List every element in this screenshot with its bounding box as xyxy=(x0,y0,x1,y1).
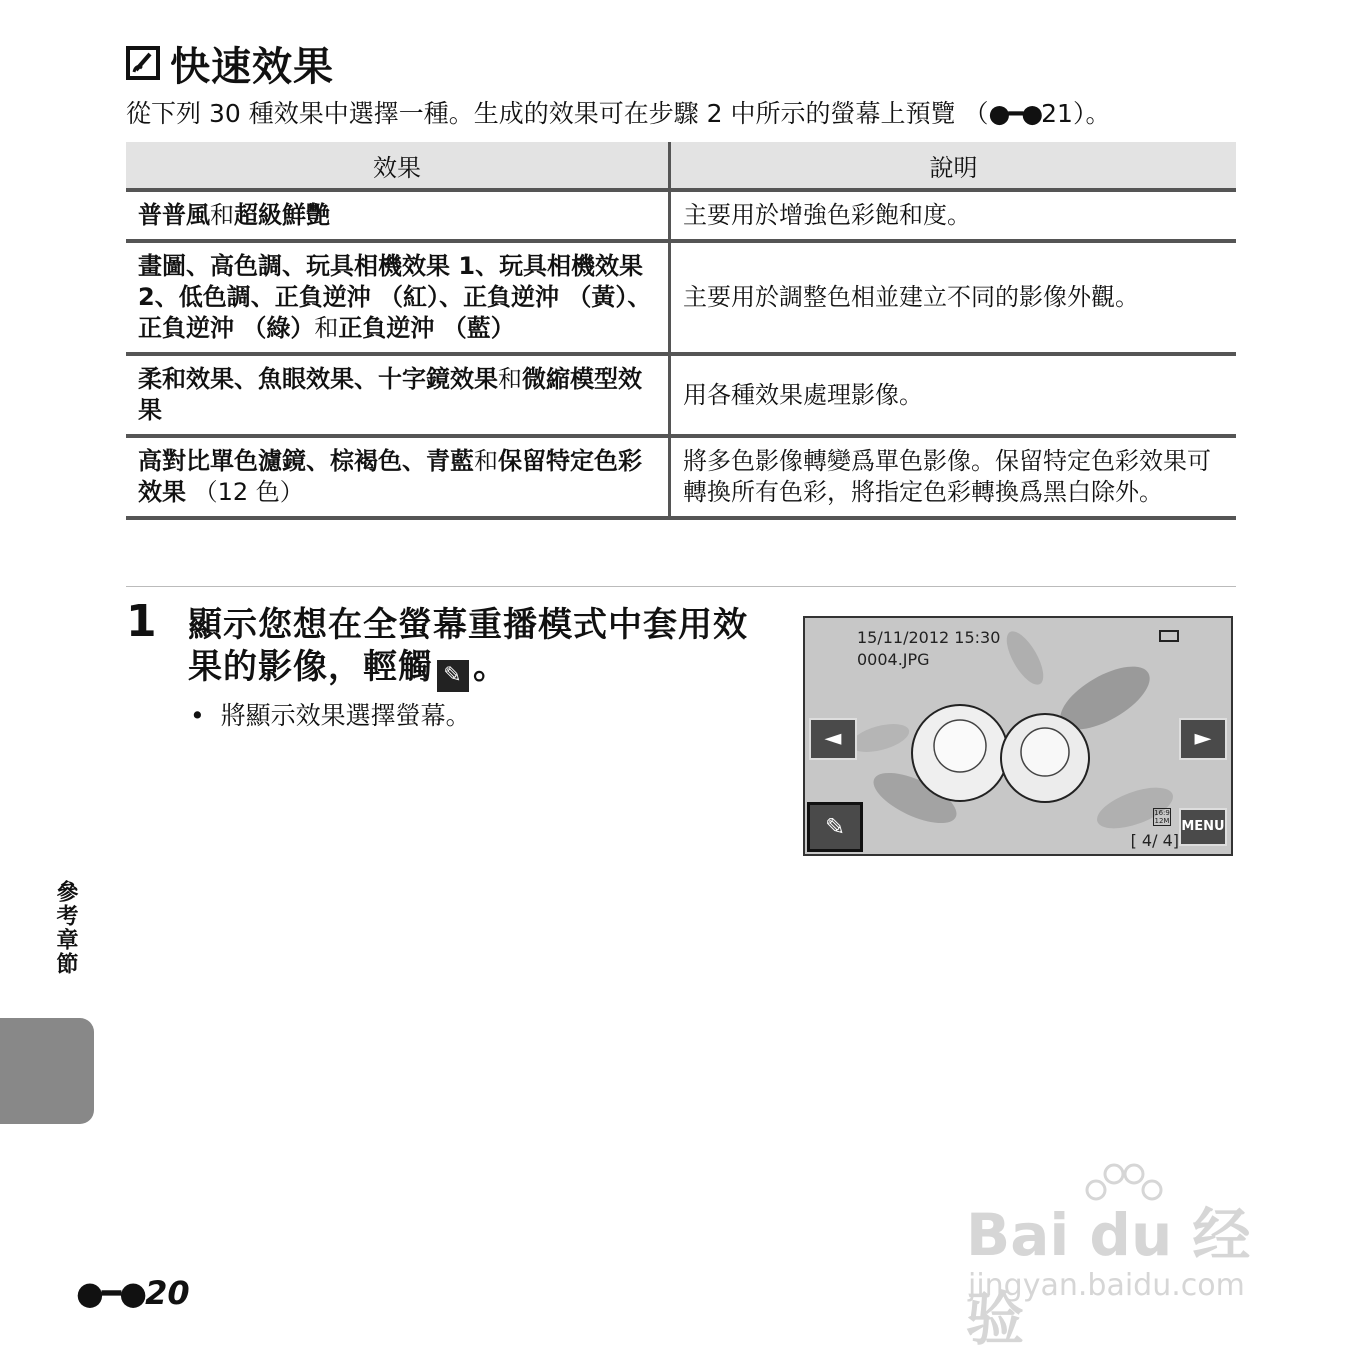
table-row xyxy=(126,354,1236,436)
divider xyxy=(126,586,1236,587)
section-label: 參考章節 xyxy=(53,880,78,976)
next-button[interactable]: ► xyxy=(1179,718,1227,760)
camera-screen xyxy=(803,616,1233,856)
description-cell: 主要用於增強色彩飽和度。 xyxy=(670,190,1237,241)
page-title xyxy=(126,38,334,88)
previous-button[interactable]: ◄ xyxy=(809,718,857,760)
header-effect: 效果 xyxy=(126,142,670,190)
table-row xyxy=(126,190,1236,241)
table-row xyxy=(126,241,1236,354)
effects-table xyxy=(126,142,1236,520)
step-number: 1 xyxy=(126,596,157,647)
page-number: ●━●20 xyxy=(76,1274,190,1312)
watermark-brand: Bai du 经验 xyxy=(966,1201,1251,1353)
date-time: 15/11/2012 15:30 xyxy=(857,628,1001,647)
section-tab xyxy=(0,1018,94,1124)
description-cell: 將多色影像轉變爲單色影像。保留特定色彩效果可轉換所有色彩，將指定色彩轉換爲黑白除外。 xyxy=(670,436,1237,518)
title-text: 快速效果 xyxy=(170,43,334,90)
reference-icon: ●━● xyxy=(988,99,1042,128)
intro-text: 從下列 30 種效果中選擇一種。生成的效果可在步驟 2 中所示的螢幕上預覽 （●━●21）。 xyxy=(126,99,1111,128)
description-cell: 用各種效果處理影像。 xyxy=(670,354,1237,436)
watermark-url: jingyan.baidu.com xyxy=(968,1268,1245,1303)
image-counter: [ 4/ 4] xyxy=(1130,831,1179,850)
reference-icon: ●━● xyxy=(76,1274,146,1312)
menu-button[interactable]: MENU xyxy=(1179,808,1227,846)
watermark xyxy=(966,1160,1276,1353)
description-cell: 主要用於調整色相並建立不同的影像外觀。 xyxy=(670,241,1237,354)
effect-cell: 普普風和超級鮮艷 xyxy=(126,190,670,241)
battery-icon xyxy=(1159,630,1179,642)
quick-effect-icon xyxy=(126,46,160,80)
quick-effect-icon: ✎ xyxy=(437,660,469,692)
effect-cell: 柔和效果、魚眼效果、十字鏡效果和微縮模型效果 xyxy=(126,354,670,436)
step-bullet: • 將顯示效果選擇螢幕。 xyxy=(190,701,471,730)
quick-effect-button[interactable]: ✎ xyxy=(807,802,863,852)
table-row xyxy=(126,436,1236,518)
image-size-icon: 16:9 12M xyxy=(1154,809,1170,825)
step-text: 顯示您想在全螢幕重播模式中套用效果的影像，輕觸 ✎ 。 xyxy=(188,604,768,692)
file-name: 0004.JPG xyxy=(857,650,930,669)
effect-cell: 畫圖、高色調、玩具相機效果 1、玩具相機效果 2、低色調、正負逆沖 （紅）、正負逆沖 （黃）、正負逆沖 （綠）和正負逆沖 （藍） xyxy=(126,241,670,354)
effect-cell: 高對比單色濾鏡、棕褐色、青藍和保留特定色彩效果 （12 色） xyxy=(126,436,670,518)
header-description: 說明 xyxy=(670,142,1237,190)
